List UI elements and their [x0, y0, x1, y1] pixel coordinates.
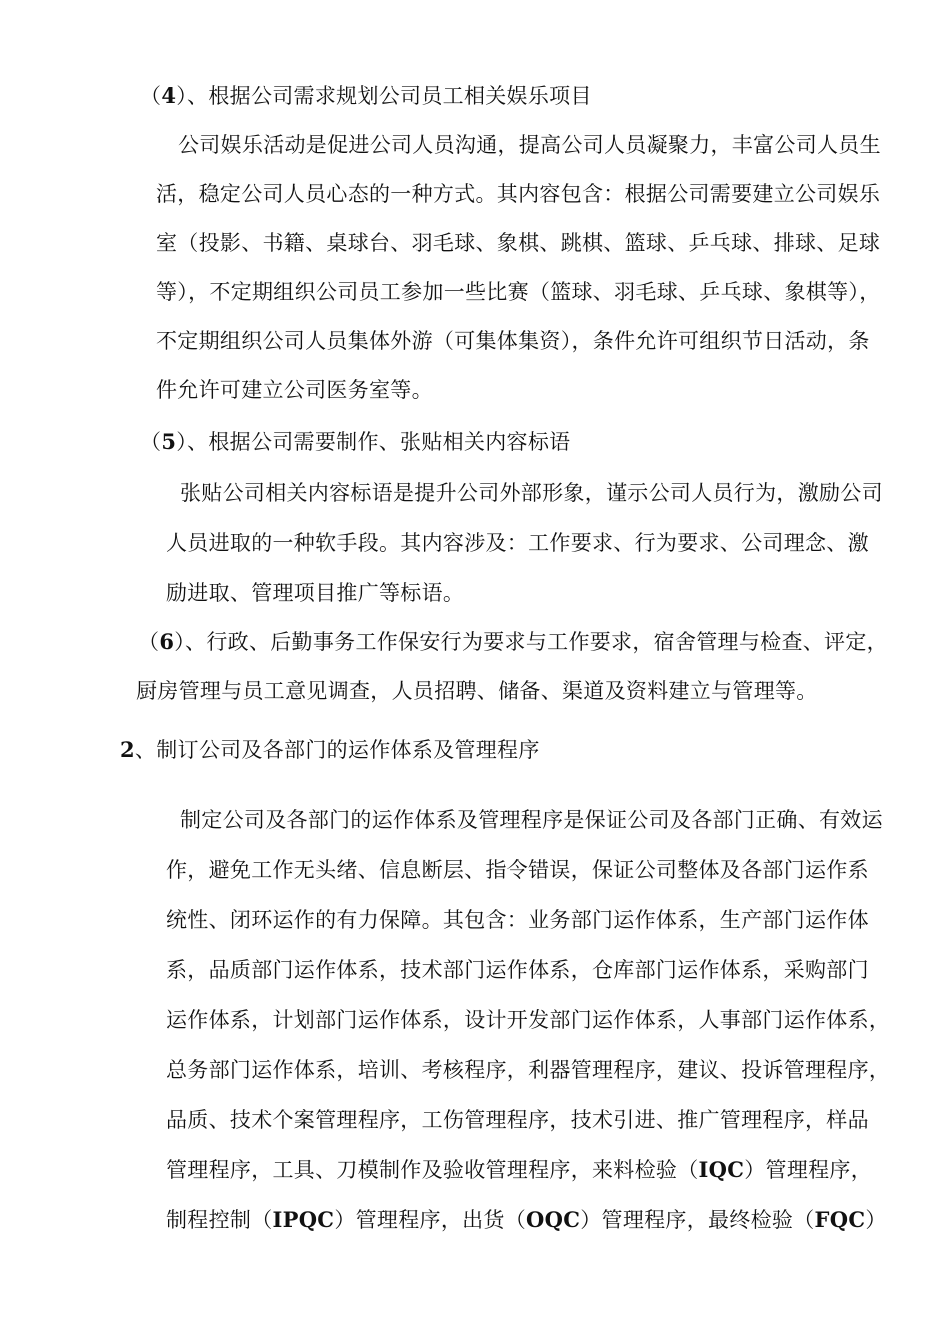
section-5-heading: （5）、根据公司需要制作、张贴相关内容标语	[140, 429, 571, 454]
section-2-body-line-1: 制定公司及各部门的运作体系及管理程序是保证公司及各部门正确、有效运	[180, 808, 883, 832]
section-5-title: 、根据公司需要制作、张贴相关内容标语	[187, 430, 571, 454]
section-2-body-line-7: 品质、技术个案管理程序，工伤管理程序，技术引进、推广管理程序，样品	[166, 1108, 869, 1132]
section-2-body-line-6: 总务部门运作体系，培训、考核程序，利器管理程序，建议、投诉管理程序，	[166, 1058, 891, 1082]
section-2-body-line-8: 管理程序，工具、刀模制作及验收管理程序，来料检验（IQC）管理程序，	[166, 1157, 873, 1182]
section-4-body-line-5: 不定期组织公司人员集体外游（可集体集资），条件允许可组织节日活动，条	[156, 329, 870, 353]
section-5-body-line-1: 张贴公司相关内容标语是提升公司外部形象，谨示公司人员行为，激励公司	[180, 481, 883, 505]
section-4-body-line-4: 等），不定期组织公司员工参加一些比赛（篮球、羽毛球、乒乓球、象棋等），	[156, 280, 881, 304]
section-4-body-line-1: 公司娱乐活动是促进公司人员沟通，提高公司人员凝聚力，丰富公司人员生	[178, 133, 881, 157]
section-4-body-line-2: 活，稳定公司人员心态的一种方式。其内容包含：根据公司需要建立公司娱乐	[156, 182, 881, 206]
section-4-number: 4	[161, 83, 177, 108]
section-2-body-line-2: 作，避免工作无头绪、信息断层、指令错误，保证公司整体及各部门运作系	[166, 858, 869, 882]
section-6-line-1: （6）、行政、后勤事务工作保安行为要求与工作要求，宿舍管理与检查、评定，	[138, 629, 888, 654]
section-4-body-line-3: 室（投影、书籍、桌球台、羽毛球、象棋、跳棋、篮球、乒乓球、排球、足球	[156, 231, 881, 255]
section-2-body-line-5: 运作体系，计划部门运作体系，设计开发部门运作体系，人事部门运作体系，	[166, 1008, 891, 1032]
section-2-body-line-9: 制程控制（IPQC）管理程序，出货（OQC）管理程序，最终检验（FQC）	[166, 1207, 887, 1232]
section-2-title: 、制订公司及各部门的运作体系及管理程序	[134, 738, 540, 762]
section-4-title: 、根据公司需求规划公司员工相关娱乐项目	[187, 84, 592, 108]
section-5-body-line-2: 人员进取的一种软手段。其内容涉及：工作要求、行为要求、公司理念、激	[166, 531, 869, 555]
section-2-number: 2	[120, 737, 135, 762]
section-6-number: 6	[159, 629, 175, 654]
section-4-heading: （4）、根据公司需求规划公司员工相关娱乐项目	[140, 83, 592, 108]
section-5-body-line-3: 励进取、管理项目推广等标语。	[166, 581, 465, 605]
section-2-body-line-4: 系，品质部门运作体系，技术部门运作体系，仓库部门运作体系，采购部门	[166, 958, 869, 982]
section-4-body-line-6: 件允许可建立公司医务室等。	[156, 378, 433, 402]
section-2-heading	[120, 736, 540, 764]
section-5-number: 5	[161, 429, 177, 454]
section-6-line-2: 厨房管理与员工意见调查，人员招聘、储备、渠道及资料建立与管理等。	[136, 679, 818, 703]
section-2-body-line-3: 统性、闭环运作的有力保障。其包含：业务部门运作体系，生产部门运作体	[166, 908, 869, 932]
